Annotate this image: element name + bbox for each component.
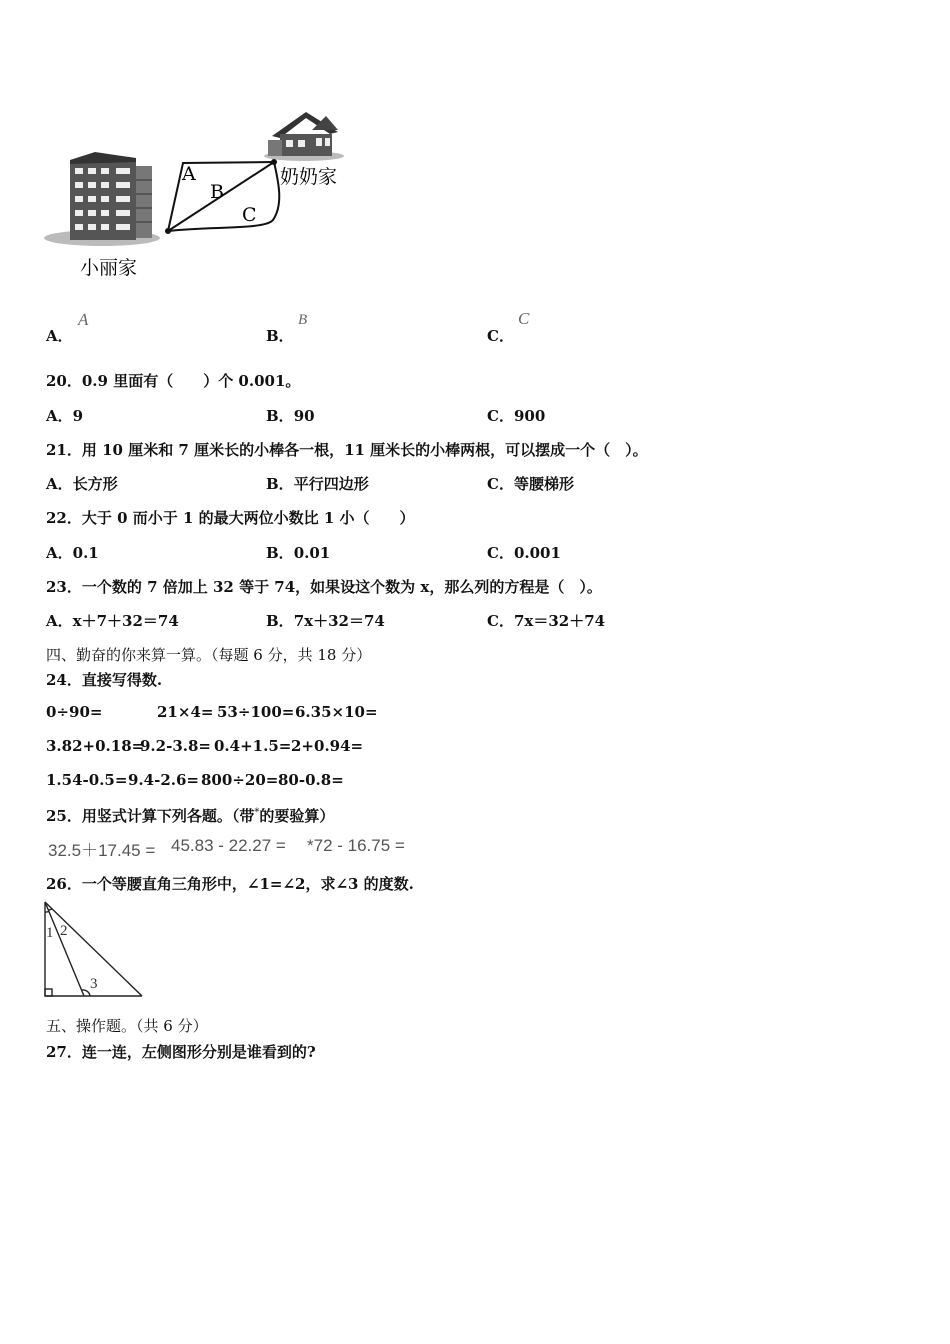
- option-letter: C．: [487, 327, 514, 345]
- q24-item: 53÷100=: [217, 703, 295, 721]
- option-text: 等腰梯形: [513, 475, 574, 493]
- option-text: 9: [72, 407, 84, 425]
- q19-option-a-text: A: [78, 310, 89, 329]
- q24-item: 0.4+1.5=: [214, 737, 292, 755]
- q27-stem: 27．连一连，左侧图形分别是谁看到的?: [46, 1043, 316, 1061]
- option-letter: A．: [46, 407, 73, 425]
- option-letter: A．: [46, 612, 73, 630]
- route-map-figure: [40, 100, 370, 290]
- q21-option-b: [266, 473, 369, 494]
- option-text: 90: [293, 407, 315, 425]
- q20-stem: 20．0.9 里面有（ ）个 0.001。: [46, 372, 301, 390]
- q25-item: *72 - 16.75 =: [307, 836, 405, 855]
- option-text: x＋7＋32＝74: [72, 612, 179, 630]
- star-mark: *: [254, 807, 260, 818]
- q19-option-b-text: B: [298, 312, 308, 328]
- option-letter: C．: [487, 612, 514, 630]
- triangle-drawing: [38, 898, 150, 1002]
- q22-option-c: [487, 542, 561, 563]
- q24-item: 3.82+0.18=: [46, 737, 145, 755]
- q19-option-c: [487, 325, 514, 346]
- option-text: 7x＝32＋74: [513, 612, 606, 630]
- q23-option-c: [487, 610, 605, 631]
- q24-item: 21×4=: [157, 703, 214, 721]
- q22-option-b: [266, 542, 330, 563]
- option-text: 平行四边形: [293, 475, 369, 493]
- q24-item: 80-0.8=: [278, 771, 344, 789]
- option-letter: C．: [487, 407, 514, 425]
- q23-stem: 23．一个数的 7 倍加上 32 等于 74，如果设这个数为 x，那么列的方程是（ ）。: [46, 578, 602, 596]
- q20-option-a: [46, 405, 83, 426]
- option-text: 0.001: [513, 544, 561, 562]
- q25-stem-text: 25．用竖式计算下列各题。（带: [46, 807, 255, 825]
- route-b-label: B: [210, 181, 224, 203]
- option-text: 0.1: [72, 544, 99, 562]
- option-text: 7x＋32＝74: [293, 612, 385, 630]
- q24-item: 800÷20=: [201, 771, 279, 789]
- option-letter: B．: [266, 475, 294, 493]
- q22-option-a: [46, 542, 99, 563]
- option-letter: C．: [487, 544, 514, 562]
- q24-item: 9.2-3.8=: [140, 737, 211, 755]
- q21-option-c: [487, 473, 574, 494]
- q19-option-c-text: C: [518, 309, 530, 328]
- angle-3-label: 3: [90, 976, 98, 992]
- house-icon: [264, 112, 344, 161]
- q20-option-c: [487, 405, 545, 426]
- option-letter: A．: [46, 475, 73, 493]
- route-map-drawing: [40, 100, 370, 290]
- q25-stem: [46, 805, 334, 826]
- q26-triangle-figure: [38, 898, 150, 1002]
- option-letter: B．: [266, 407, 294, 425]
- option-letter: A．: [46, 327, 73, 345]
- q25-item: 45.83 - 22.27 =: [171, 836, 286, 855]
- q24-item: 6.35×10=: [295, 703, 378, 721]
- option-letter: A．: [46, 544, 73, 562]
- q24-item: 0÷90=: [46, 703, 103, 721]
- option-letter: B．: [266, 544, 294, 562]
- q23-option-b: [266, 610, 385, 631]
- q25-item: 32.5＋17.45 =: [48, 841, 156, 860]
- q26-stem: 26．一个等腰直角三角形中，∠1=∠2，求∠3 的度数.: [46, 875, 414, 893]
- option-letter: B．: [266, 327, 294, 345]
- route-c-label: C: [242, 204, 257, 226]
- section-4-title: 四、勤奋的你来算一算。（每题 6 分，共 18 分）: [46, 646, 372, 664]
- grandma-home-label: 奶奶家: [280, 166, 338, 188]
- option-text: 长方形: [72, 475, 118, 493]
- q19-option-b: [266, 325, 294, 346]
- angle-1-label: 1: [46, 925, 54, 941]
- q23-option-a: [46, 610, 179, 631]
- q20-option-b: [266, 405, 315, 426]
- q25-stem-text: 的要验算）: [259, 807, 335, 825]
- q24-stem: 24．直接写得数.: [46, 671, 163, 689]
- option-letter: C．: [487, 475, 514, 493]
- apartment-building-icon: [44, 152, 160, 246]
- option-letter: B．: [266, 612, 294, 630]
- q21-option-a: [46, 473, 118, 494]
- home-label: 小丽家: [80, 257, 138, 279]
- q24-item: 1.54-0.5=: [46, 771, 128, 789]
- angle-2-label: 2: [60, 923, 68, 939]
- option-text: 0.01: [293, 544, 331, 562]
- q24-item: 2+0.94=: [291, 737, 364, 755]
- q24-item: 9.4-2.6=: [128, 771, 199, 789]
- q21-stem: 21．用 10 厘米和 7 厘米长的小棒各一根，11 厘米长的小棒两根，可以摆成一个（ ）。: [46, 441, 648, 459]
- option-text: 900: [513, 407, 546, 425]
- q22-stem: 22．大于 0 而小于 1 的最大两位小数比 1 小（ ）: [46, 509, 415, 527]
- q19-option-a: [46, 325, 73, 346]
- section-5-title: 五、操作题。（共 6 分）: [46, 1017, 208, 1035]
- route-a-label: A: [182, 163, 196, 185]
